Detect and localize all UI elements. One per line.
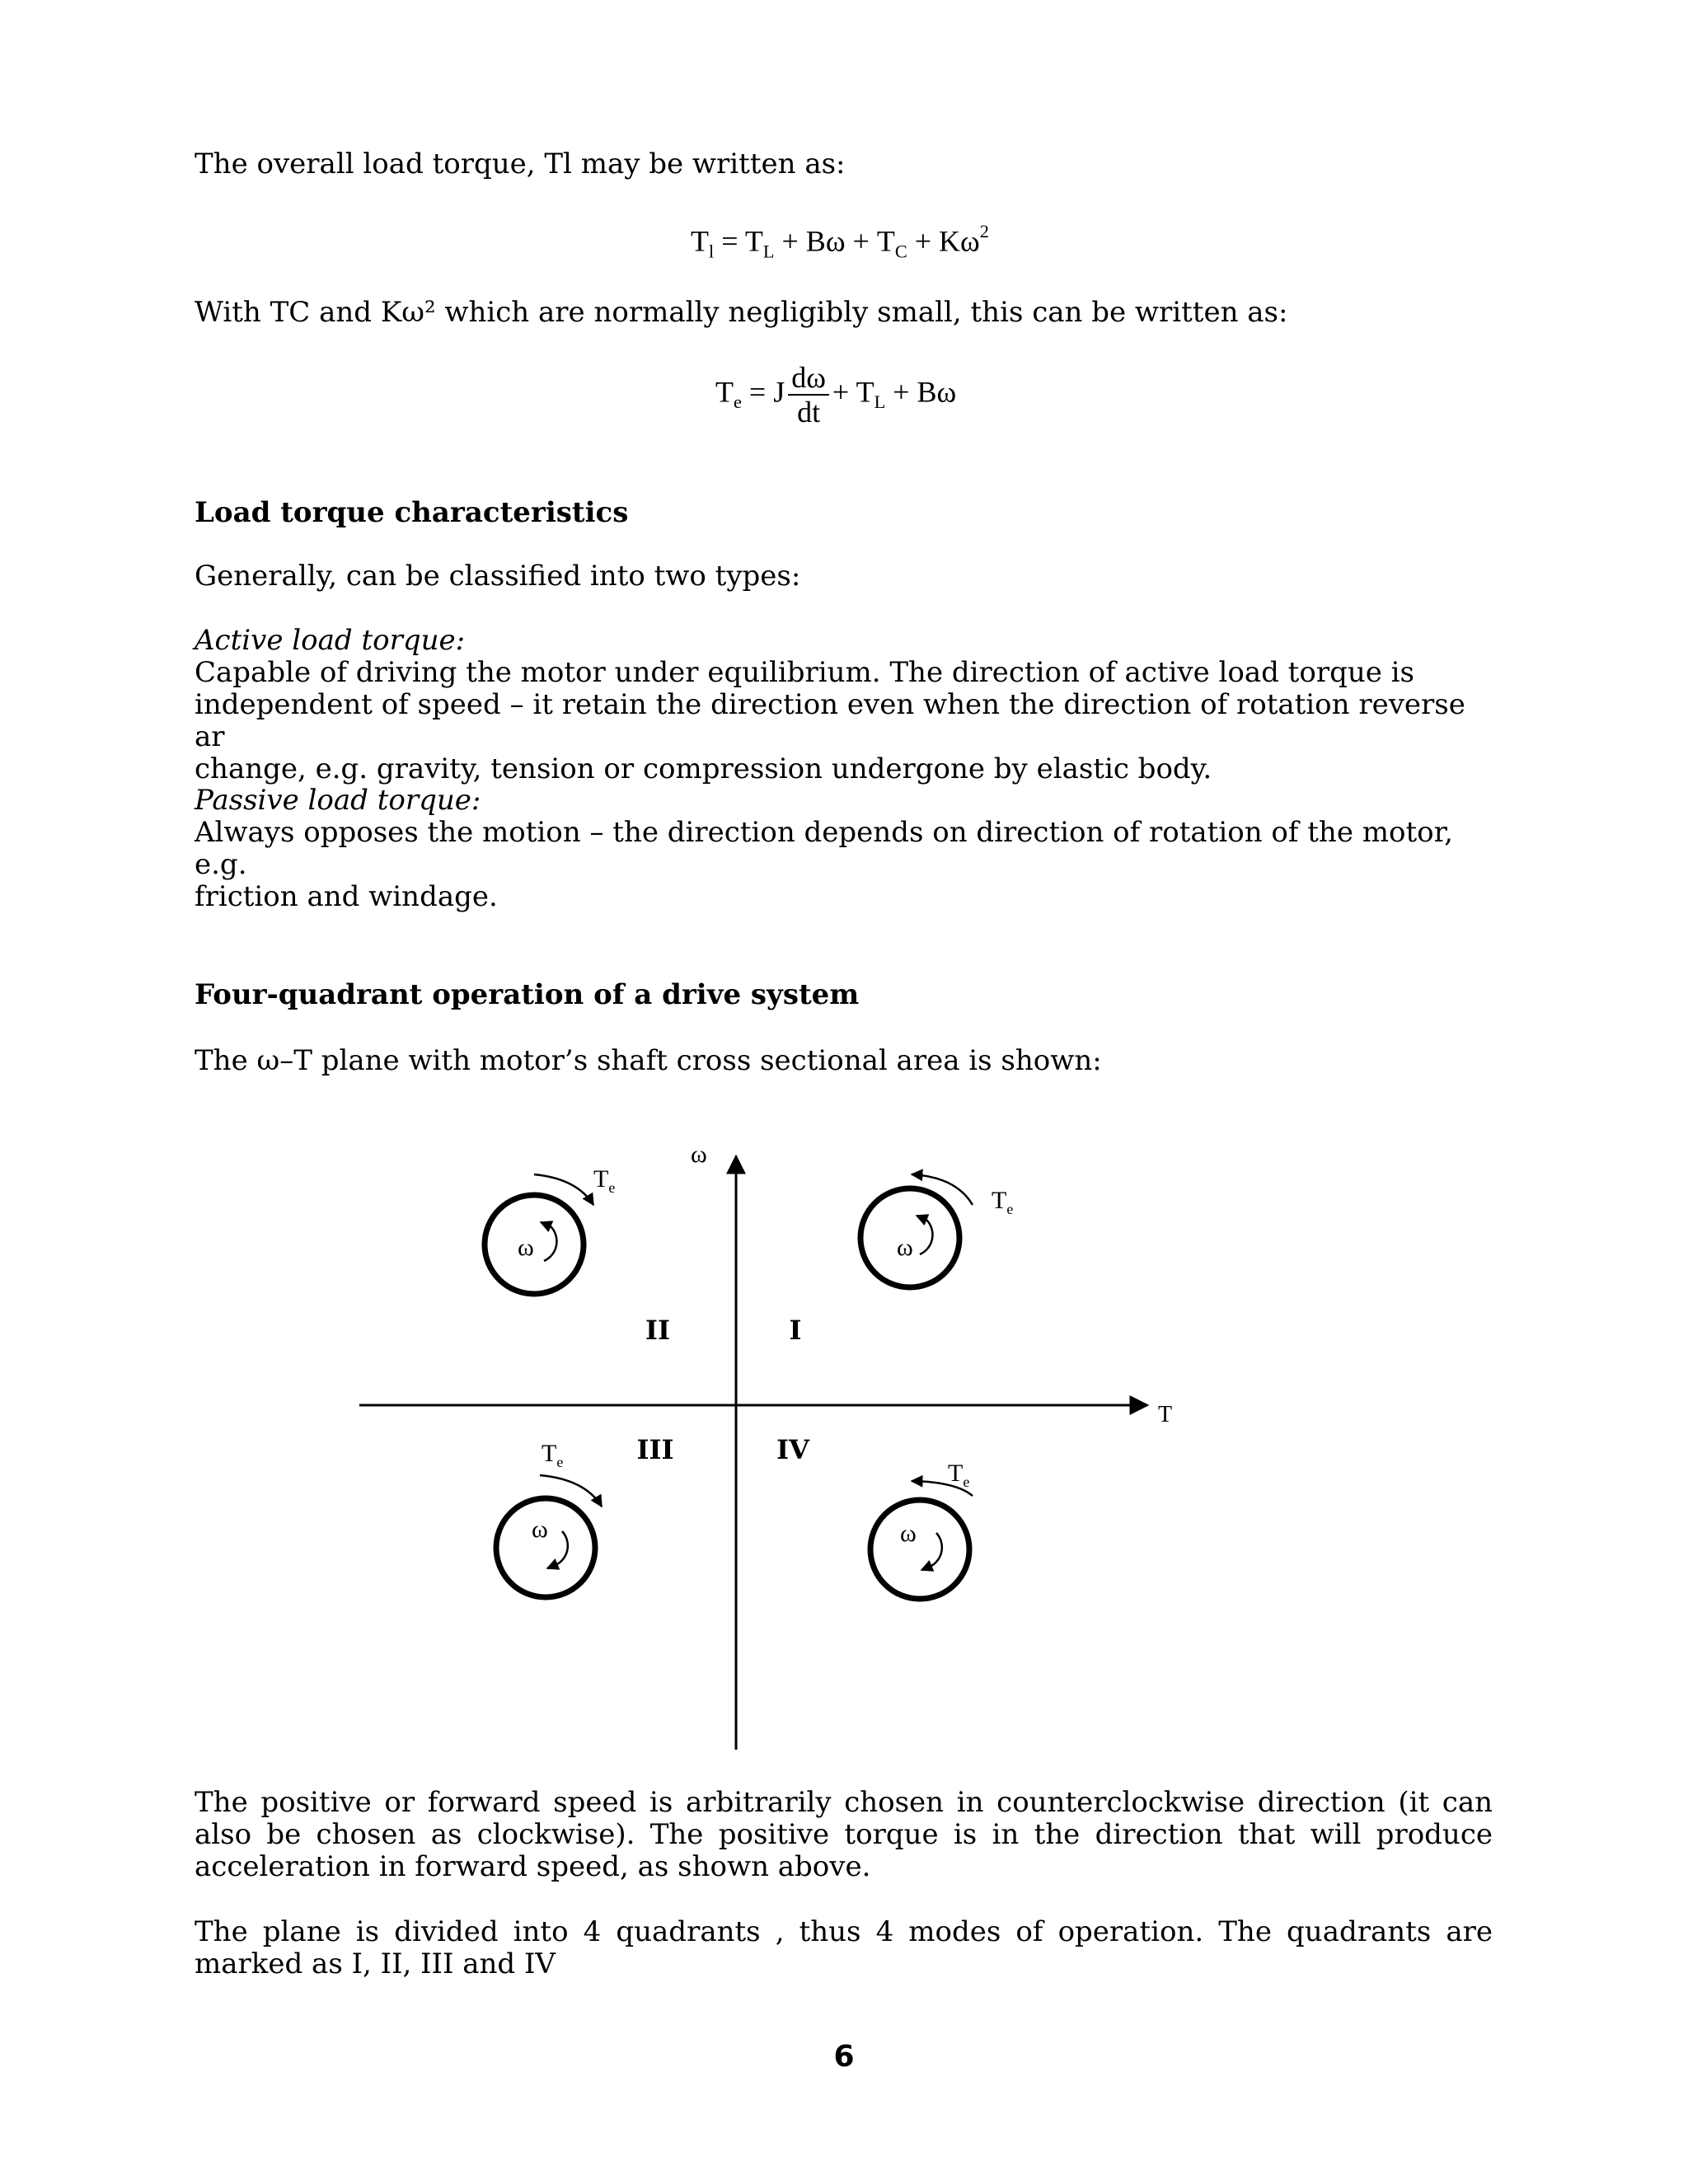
speed-arrow-icon (557, 1531, 568, 1564)
active-line: independent of speed – it retain the direction even when the direction of rotation reverse ar (195, 688, 1465, 753)
passive-line: Always opposes the motion – the direction depends on direction of rotation of the motor, e.g. (195, 816, 1453, 881)
torque-arrow-icon (540, 1475, 602, 1507)
quadrant-label-i: I (789, 1315, 802, 1346)
speed-axis-label: ω (691, 1141, 707, 1168)
equation-overall-load-torque: $T_l = T_L + B\omega + T_C + K\omega^2$ (691, 221, 989, 262)
active-line: change, e.g. gravity, tension or compression undergone by elastic body. (195, 752, 1212, 785)
speed-arrow-icon (544, 1226, 556, 1261)
shaft-circle (870, 1500, 969, 1599)
speed-label: ω (518, 1234, 534, 1261)
torque-label: $T_e$ (593, 1165, 616, 1196)
motor-shaft-quadrant-iv (870, 1460, 973, 1599)
torque-label: $T_e$ (992, 1187, 1014, 1217)
torque-label: $T_e$ (948, 1460, 970, 1490)
torque-axis-label: T (1158, 1402, 1173, 1427)
torque-arrow-icon (534, 1174, 593, 1205)
shaft-circle (496, 1498, 595, 1597)
speed-label: ω (897, 1234, 913, 1261)
heading-load-torque-characteristics: Load torque characteristics (195, 496, 629, 529)
passive-line: friction and windage. (195, 880, 498, 913)
shaft-circle (485, 1195, 584, 1294)
motor-shaft-quadrant-iii (496, 1440, 602, 1597)
torque-label: $T_e$ (542, 1440, 564, 1470)
speed-label: ω (900, 1520, 917, 1547)
active-line: Capable of driving the motor under equilibrium. The direction of active load torque is (195, 656, 1414, 689)
motor-shaft-quadrant-ii (485, 1165, 615, 1294)
speed-arrow-icon (931, 1533, 942, 1566)
speed-label: ω (532, 1516, 548, 1543)
simplification-paragraph: With TC and Kω² which are normally negligibly small, this can be written as: (195, 296, 1288, 329)
active-load-torque-title: Active load torque: (195, 624, 466, 657)
forward-speed-paragraph: The positive or forward speed is arbitrarily chosen in counterclockwise direction (it can also be chosen as clockwise). The positive torque is in the direction that will produce acceleration in forward speed, as shown above. (195, 1786, 1493, 1883)
intro-paragraph: The overall load torque, Tl may be written as: (195, 148, 846, 180)
motor-shaft-quadrant-i (860, 1174, 1013, 1287)
equation-electromagnetic-torque: $T_e = J$ $\frac{d\omega}{dt}$ + $T_L + B\omega$ (715, 361, 957, 429)
classification-paragraph: Generally, can be classified into two types: (195, 560, 801, 593)
quadrants-paragraph: The plane is divided into 4 quadrants , thus 4 modes of operation. The quadrants are marked as I, II, III and IV (195, 1915, 1493, 1980)
passive-load-torque-title: Passive load torque: (195, 784, 481, 817)
omega-t-plane-paragraph: The ω–T plane with motor’s shaft cross sectional area is shown: (195, 1044, 1102, 1077)
heading-four-quadrant-operation: Four-quadrant operation of a drive system (195, 978, 860, 1011)
quadrant-label-iv: IV (776, 1434, 809, 1465)
quadrant-label-ii: II (645, 1315, 670, 1346)
quadrant-label-iii: III (636, 1434, 674, 1465)
page-number: 6 (833, 2040, 855, 2074)
speed-arrow-icon (920, 1220, 932, 1254)
fraction-domega-dt: $\frac{d\omega}{dt}$ (788, 361, 829, 429)
